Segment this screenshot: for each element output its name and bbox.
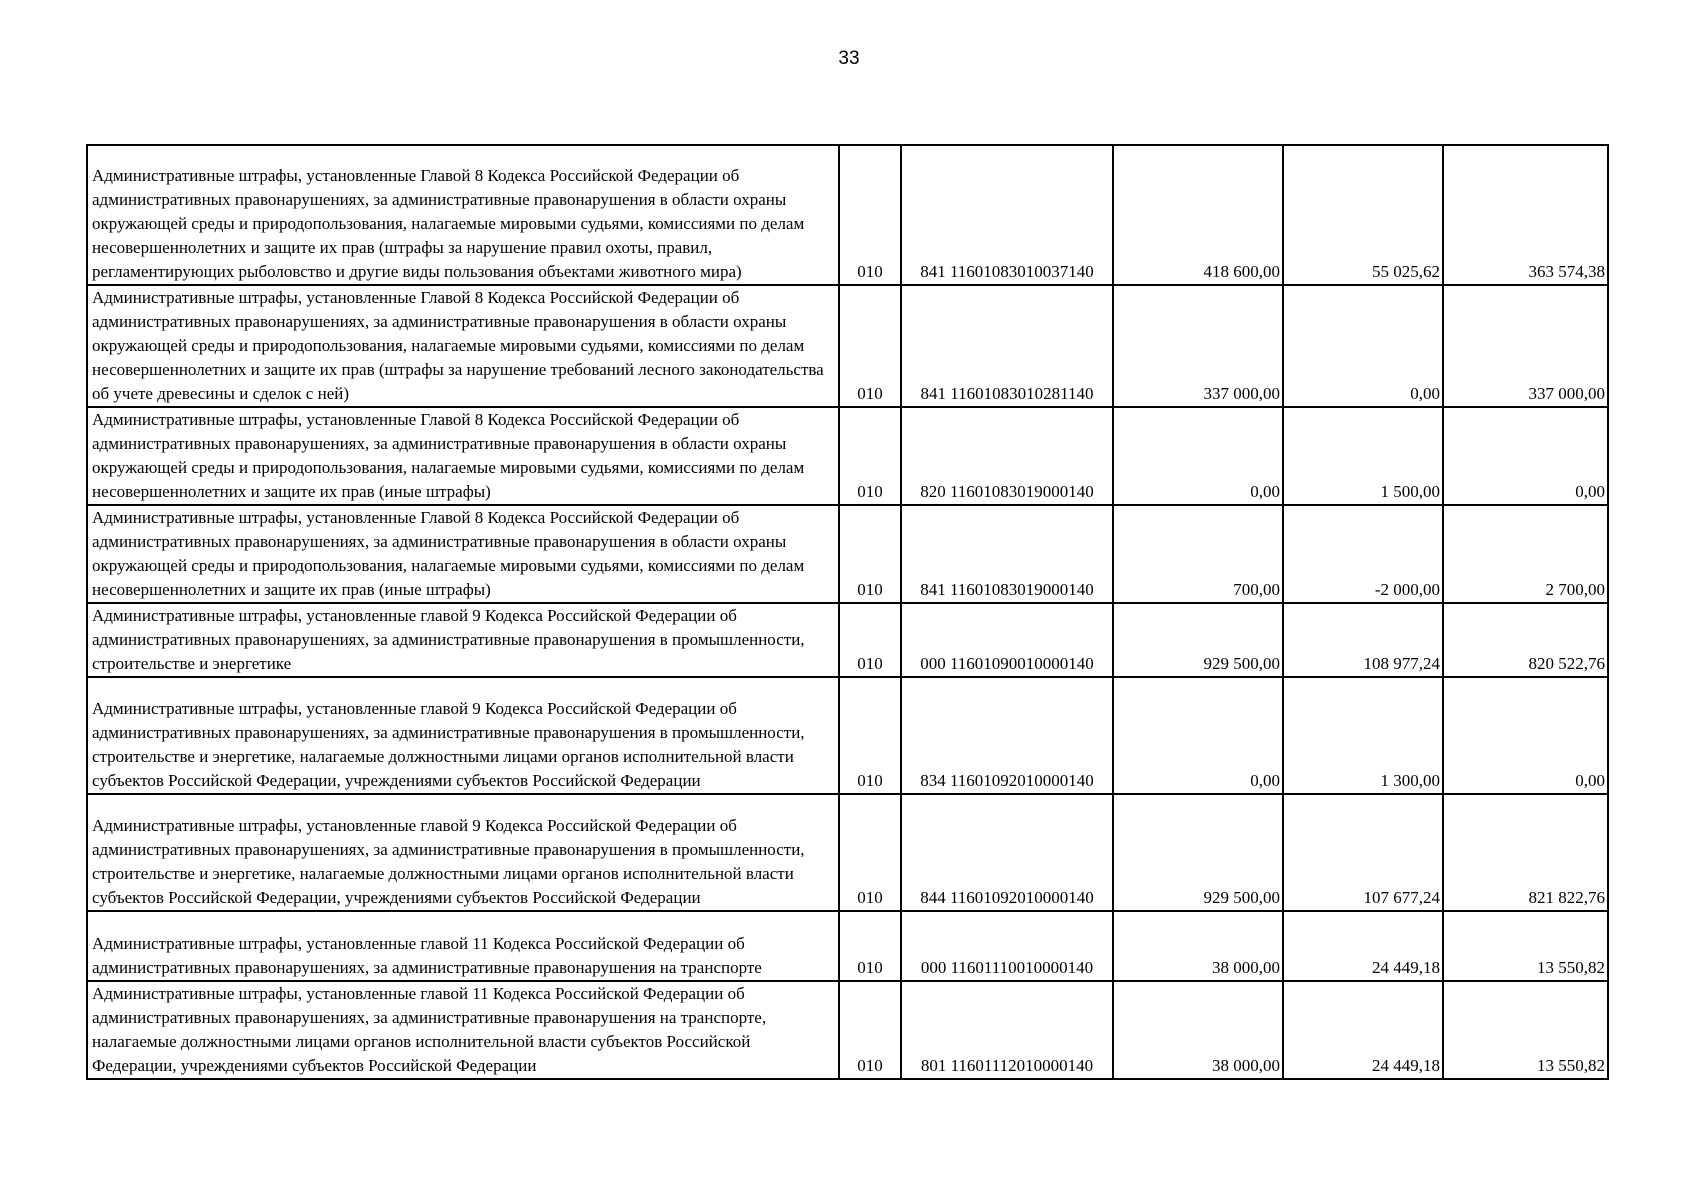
row-line-code: 010 (839, 677, 901, 794)
row-executed-amount: -2 000,00 (1283, 505, 1443, 603)
row-budget-code: 820 11601083019000140 (901, 407, 1113, 505)
row-unexecuted-amount: 820 522,76 (1443, 603, 1608, 677)
row-name: Административные штрафы, установленные главой 11 Кодекса Российской Федерации об административных правонарушениях, за административные правонарушения на транспорте, налагаемые должностными лицами органов исполнительной власти субъектов Российской Федерации, учреждениями субъектов Российской Федерации (92, 984, 767, 1075)
row-approved-amount: 337 000,00 (1113, 285, 1283, 407)
row-approved-amount: 700,00 (1113, 505, 1283, 603)
row-line-code: 010 (839, 981, 901, 1079)
row-line-code: 010 (839, 794, 901, 911)
row-name: Административные штрафы, установленные главой 9 Кодекса Российской Федерации об административных правонарушениях, за административные правонарушения в промышленности, строительстве и энергетике, налагаемые должностными лицами органов исполнительной власти субъектов Российской Федерации, учреждениями субъектов Российской Федерации (92, 699, 805, 790)
row-budget-code: 000 11601110010000140 (901, 911, 1113, 981)
row-name-cell (87, 505, 839, 603)
row-budget-code: 844 11601092010000140 (901, 794, 1113, 911)
row-name-cell (87, 285, 839, 407)
row-unexecuted-amount: 363 574,38 (1443, 145, 1608, 285)
row-name-cell (87, 677, 839, 794)
table-row (87, 145, 1608, 285)
table-row (87, 794, 1608, 911)
row-line-code: 010 (839, 145, 901, 285)
row-executed-amount: 1 300,00 (1283, 677, 1443, 794)
row-unexecuted-amount: 13 550,82 (1443, 981, 1608, 1079)
row-budget-code: 841 11601083019000140 (901, 505, 1113, 603)
row-unexecuted-amount: 0,00 (1443, 677, 1608, 794)
row-budget-code: 000 11601090010000140 (901, 603, 1113, 677)
row-executed-amount: 55 025,62 (1283, 145, 1443, 285)
page-number: 33 (838, 48, 860, 69)
row-approved-amount: 418 600,00 (1113, 145, 1283, 285)
row-approved-amount: 929 500,00 (1113, 603, 1283, 677)
row-line-code: 010 (839, 603, 901, 677)
row-approved-amount: 38 000,00 (1113, 981, 1283, 1079)
row-executed-amount: 24 449,18 (1283, 911, 1443, 981)
row-executed-amount: 24 449,18 (1283, 981, 1443, 1079)
row-unexecuted-amount: 821 822,76 (1443, 794, 1608, 911)
table-row (87, 285, 1608, 407)
row-approved-amount: 0,00 (1113, 677, 1283, 794)
row-name-cell (87, 407, 839, 505)
row-line-code: 010 (839, 505, 901, 603)
row-budget-code: 834 11601092010000140 (901, 677, 1113, 794)
row-name: Административные штрафы, установленные главой 11 Кодекса Российской Федерации об административных правонарушениях, за административные правонарушения на транспорте (92, 934, 762, 977)
revenue-table (86, 144, 1609, 1080)
row-executed-amount: 0,00 (1283, 285, 1443, 407)
row-budget-code: 841 11601083010281140 (901, 285, 1113, 407)
row-approved-amount: 929 500,00 (1113, 794, 1283, 911)
row-name: Административные штрафы, установленные Главой 8 Кодекса Российской Федерации об административных правонарушениях, за административные правонарушения в области охраны окружающей среды и природопользования, налагаемые мировыми судьями, комиссиями по делам несовершеннолетних и защите их прав (штрафы за нарушение требований лесного законодательства об учете древесины и сделок с ней) (92, 288, 824, 403)
row-executed-amount: 1 500,00 (1283, 407, 1443, 505)
row-line-code: 010 (839, 407, 901, 505)
table-row (87, 981, 1608, 1079)
table-row (87, 911, 1608, 981)
row-approved-amount: 0,00 (1113, 407, 1283, 505)
row-budget-code: 801 11601112010000140 (901, 981, 1113, 1079)
row-name-cell (87, 911, 839, 981)
row-name-cell (87, 603, 839, 677)
row-unexecuted-amount: 337 000,00 (1443, 285, 1608, 407)
row-unexecuted-amount: 0,00 (1443, 407, 1608, 505)
row-name: Административные штрафы, установленные Главой 8 Кодекса Российской Федерации об административных правонарушениях, за административные правонарушения в области охраны окружающей среды и природопользования, налагаемые мировыми судьями, комиссиями по делам несовершеннолетних и защите их прав (иные штрафы) (92, 508, 805, 599)
row-name-cell (87, 145, 839, 285)
row-name: Административные штрафы, установленные главой 9 Кодекса Российской Федерации об административных правонарушениях, за административные правонарушения в промышленности, строительстве и энергетике, налагаемые должностными лицами органов исполнительной власти субъектов Российской Федерации, учреждениями субъектов Российской Федерации (92, 816, 805, 907)
row-approved-amount: 38 000,00 (1113, 911, 1283, 981)
row-name-cell (87, 794, 839, 911)
row-budget-code: 841 11601083010037140 (901, 145, 1113, 285)
table-row (87, 407, 1608, 505)
row-name-cell (87, 981, 839, 1079)
row-name: Административные штрафы, установленные Главой 8 Кодекса Российской Федерации об административных правонарушениях, за административные правонарушения в области охраны окружающей среды и природопользования, налагаемые мировыми судьями, комиссиями по делам несовершеннолетних и защите их прав (штрафы за нарушение правил охоты, правил, регламентирующих рыболовство и другие виды пользования объектами животного мира) (92, 166, 805, 281)
table-row (87, 505, 1608, 603)
row-line-code: 010 (839, 911, 901, 981)
row-line-code: 010 (839, 285, 901, 407)
row-executed-amount: 108 977,24 (1283, 603, 1443, 677)
row-name: Административные штрафы, установленные Главой 8 Кодекса Российской Федерации об административных правонарушениях, за административные правонарушения в области охраны окружающей среды и природопользования, налагаемые мировыми судьями, комиссиями по делам несовершеннолетних и защите их прав (иные штрафы) (92, 410, 805, 501)
table-row (87, 677, 1608, 794)
row-name: Административные штрафы, установленные главой 9 Кодекса Российской Федерации об административных правонарушениях, за административные правонарушения в промышленности, строительстве и энергетике (92, 606, 805, 673)
row-unexecuted-amount: 2 700,00 (1443, 505, 1608, 603)
row-executed-amount: 107 677,24 (1283, 794, 1443, 911)
table-row (87, 603, 1608, 677)
row-unexecuted-amount: 13 550,82 (1443, 911, 1608, 981)
